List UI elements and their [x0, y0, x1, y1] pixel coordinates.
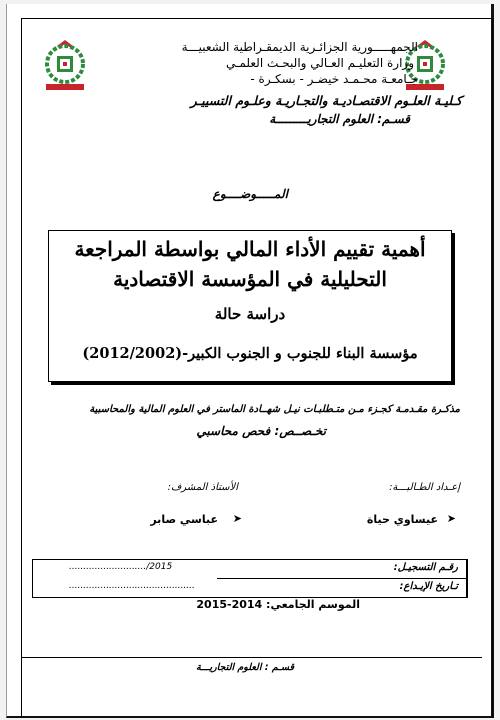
deposit-date-label: تـاريخ الإيـداع:	[399, 581, 458, 592]
university-logo-left	[40, 38, 90, 94]
enterprise-name: مؤسسة البناء للجنوب و الجنوب الكبير-(2012/2002)	[82, 345, 418, 362]
subject-label: المـــــوضــــوع	[212, 187, 288, 201]
specialty-label: تخـصــص: فحص محاسبي	[196, 424, 326, 438]
faculty-name: كـليـة العلـوم الاقتصـاديـة والتجـاريـة وعلـوم التسييـر	[190, 93, 462, 108]
arrow-bullet-icon: ➤	[446, 512, 456, 525]
supervisor-label: الأستاذ المشرف:	[167, 482, 238, 493]
registration-table	[32, 559, 468, 598]
footer-divider	[22, 657, 482, 658]
preparer-label: إعـداد الطـالبـــة:	[389, 482, 460, 493]
registration-number-value: .........................../2015	[69, 562, 173, 572]
registration-number-cell	[217, 560, 467, 579]
registration-number-label: رقـم التسجيـل:	[393, 562, 458, 573]
footer-department: قسـم : العلوم التجاريـــة	[196, 662, 294, 673]
deposit-date-cell	[217, 579, 467, 598]
republic-name: الجمهـــــورية الجزائـرية الديمقـراطية الشعبيـــة	[181, 40, 418, 54]
thesis-title-line-1: أهمية تقييم الأداء المالي بواسطة المراجعة	[74, 237, 426, 261]
arrow-bullet-icon: ➤	[232, 512, 242, 525]
university-name: جـامعـة محـمـد خيضـر - بسكـرة -	[250, 72, 418, 86]
academic-year: الموسم الجامعي: 2014-2015	[196, 598, 360, 611]
student-name: عيساوي حياة	[366, 513, 438, 526]
case-study-label: دراسة حالة	[214, 305, 286, 323]
department-name: قسـم: العلوم التجاريـــــــــة	[269, 112, 410, 126]
supervisor-name: عباسي صابر	[150, 513, 218, 526]
ministry-name: وزارة التعليـم العـالي والبحـث العلمـي	[225, 56, 414, 70]
title-box	[48, 230, 452, 382]
deposit-date-value: ............................................	[69, 581, 195, 591]
thesis-title-line-2: التحليلية في المؤسسة الاقتصادية	[113, 267, 387, 291]
memo-description: مذكـرة مقـدمـة كجـزء مـن متـطلبـات نيـل شهــادة الماستر في العلوم المالية والمحاسبية	[89, 404, 460, 415]
